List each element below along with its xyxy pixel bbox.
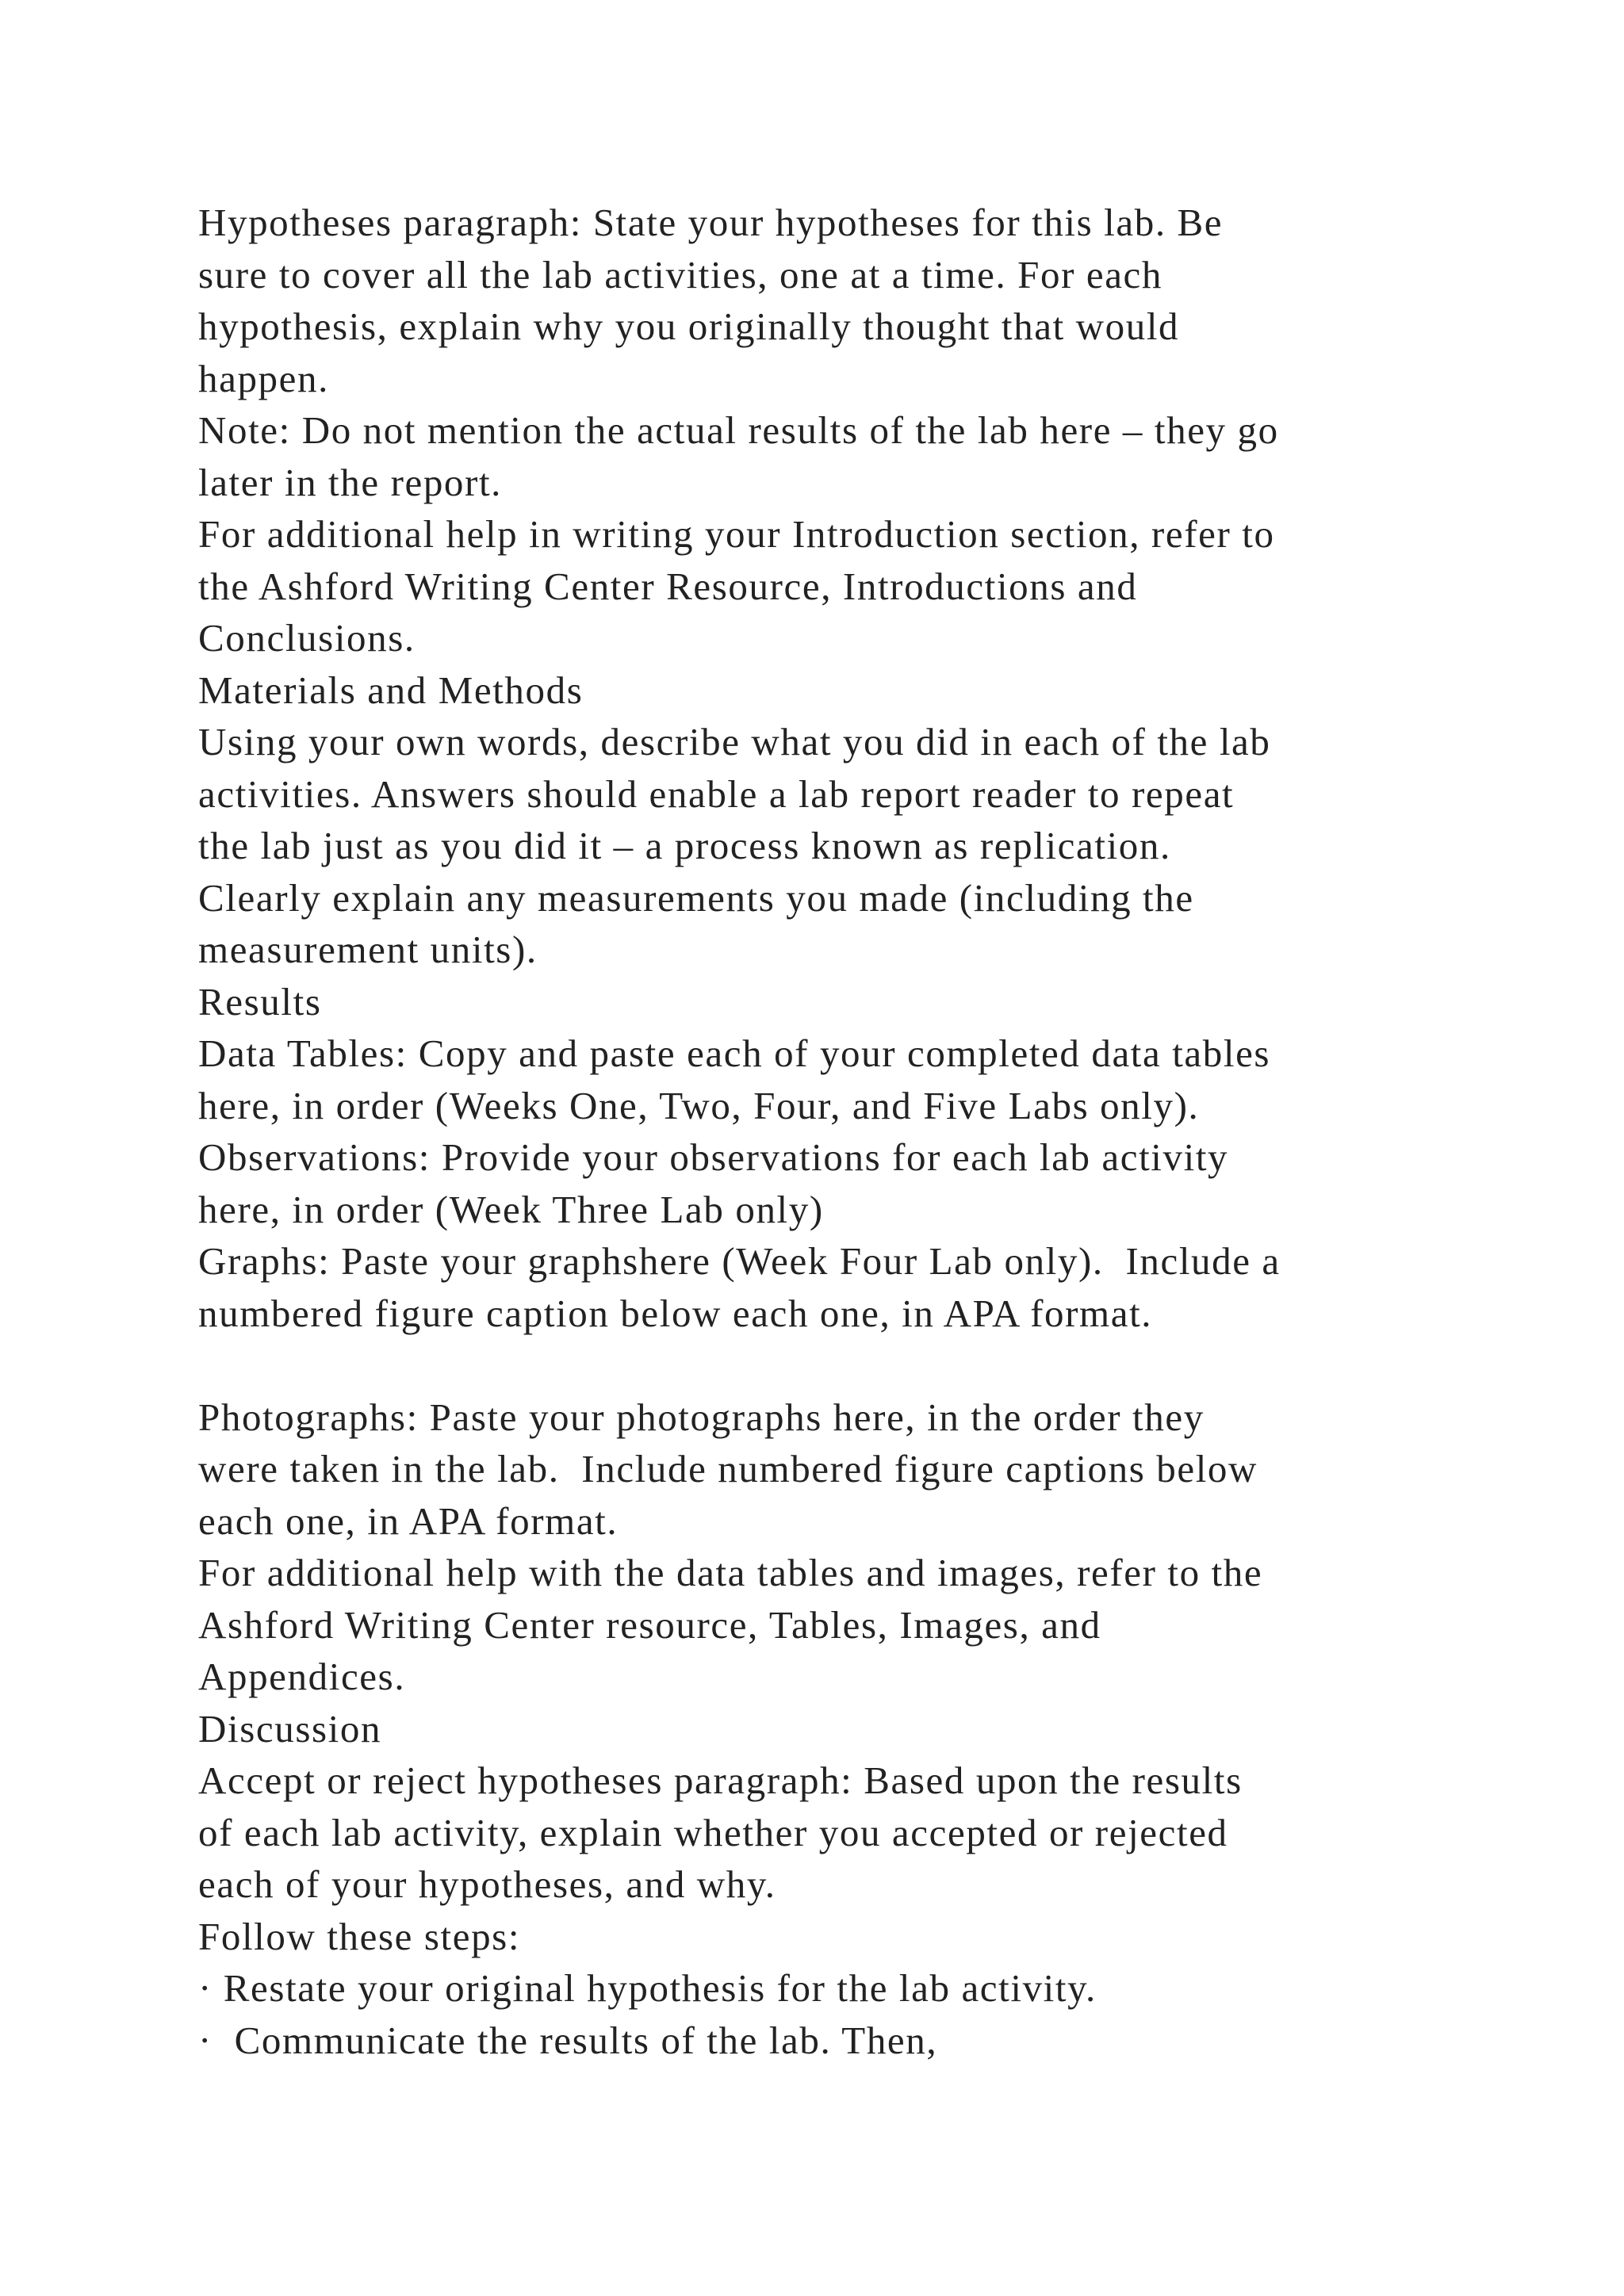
section-heading-results: Results — [198, 979, 322, 1024]
text-line: Graphs: Paste your graphshere (Week Four Lab only). Include a — [198, 1239, 1281, 1283]
text-line: the Ashford Writing Center Resource, Introductions and — [198, 564, 1138, 608]
text-line: the lab just as you did it – a process known as replication. — [198, 824, 1171, 867]
text-line: For additional help in writing your Introduction section, refer to — [198, 512, 1275, 556]
text-line: each of your hypotheses, and why. — [198, 1862, 776, 1906]
text-line: happen. — [198, 356, 329, 400]
text-line: Photographs: Paste your photographs here, in the order they — [198, 1395, 1205, 1439]
bullet-item: · Communicate the results of the lab. Then, — [198, 2018, 938, 2062]
text-line: Ashford Writing Center resource, Tables, Images, and — [198, 1602, 1101, 1647]
text-line: For additional help with the data tables and images, refer to the — [198, 1551, 1263, 1594]
text-line: here, in order (Weeks One, Two, Four, and Five Labs only). — [198, 1083, 1200, 1127]
text-line: sure to cover all the lab activities, one at a time. For each — [198, 252, 1163, 297]
text-line: of each lab activity, explain whether you accepted or rejected — [198, 1810, 1228, 1854]
section-heading-materials-methods: Materials and Methods — [198, 668, 584, 712]
text-line: Note: Do not mention the actual results of the lab here – they go — [198, 408, 1279, 452]
text-line: measurement units). — [198, 928, 538, 971]
text-line: Follow these steps: — [198, 1914, 521, 1958]
text-line: later in the report. — [198, 460, 503, 504]
text-line: Observations: Provide your observations for each lab activity — [198, 1135, 1229, 1179]
blank-line — [198, 1339, 1467, 1391]
text-line: here, in order (Week Three Lab only) — [198, 1187, 824, 1231]
text-line: hypothesis, explain why you originally thought that would — [198, 304, 1180, 348]
text-line: Hypotheses paragraph: State your hypotheses for this lab. Be — [198, 201, 1224, 244]
text-line: Data Tables: Copy and paste each of your completed data tables — [198, 1031, 1271, 1075]
text-line: Accept or reject hypotheses paragraph: Based upon the results — [198, 1758, 1243, 1802]
bullet-item: · Restate your original hypothesis for the lab activity. — [198, 1966, 1097, 2010]
text-line: Appendices. — [198, 1655, 406, 1698]
section-heading-discussion: Discussion — [198, 1706, 382, 1751]
text-line: Conclusions. — [198, 616, 416, 660]
text-line: each one, in APA format. — [198, 1498, 619, 1543]
text-line: were taken in the lab. Include numbered figure captions below — [198, 1447, 1258, 1490]
document-page — [198, 197, 1467, 2066]
text-line: numbered figure caption below each one, in APA format. — [198, 1291, 1153, 1335]
text-line: activities. Answers should enable a lab report reader to repeat — [198, 771, 1235, 816]
text-line: Using your own words, describe what you did in each of the lab — [198, 720, 1271, 763]
text-line: Clearly explain any measurements you made (including the — [198, 875, 1194, 920]
